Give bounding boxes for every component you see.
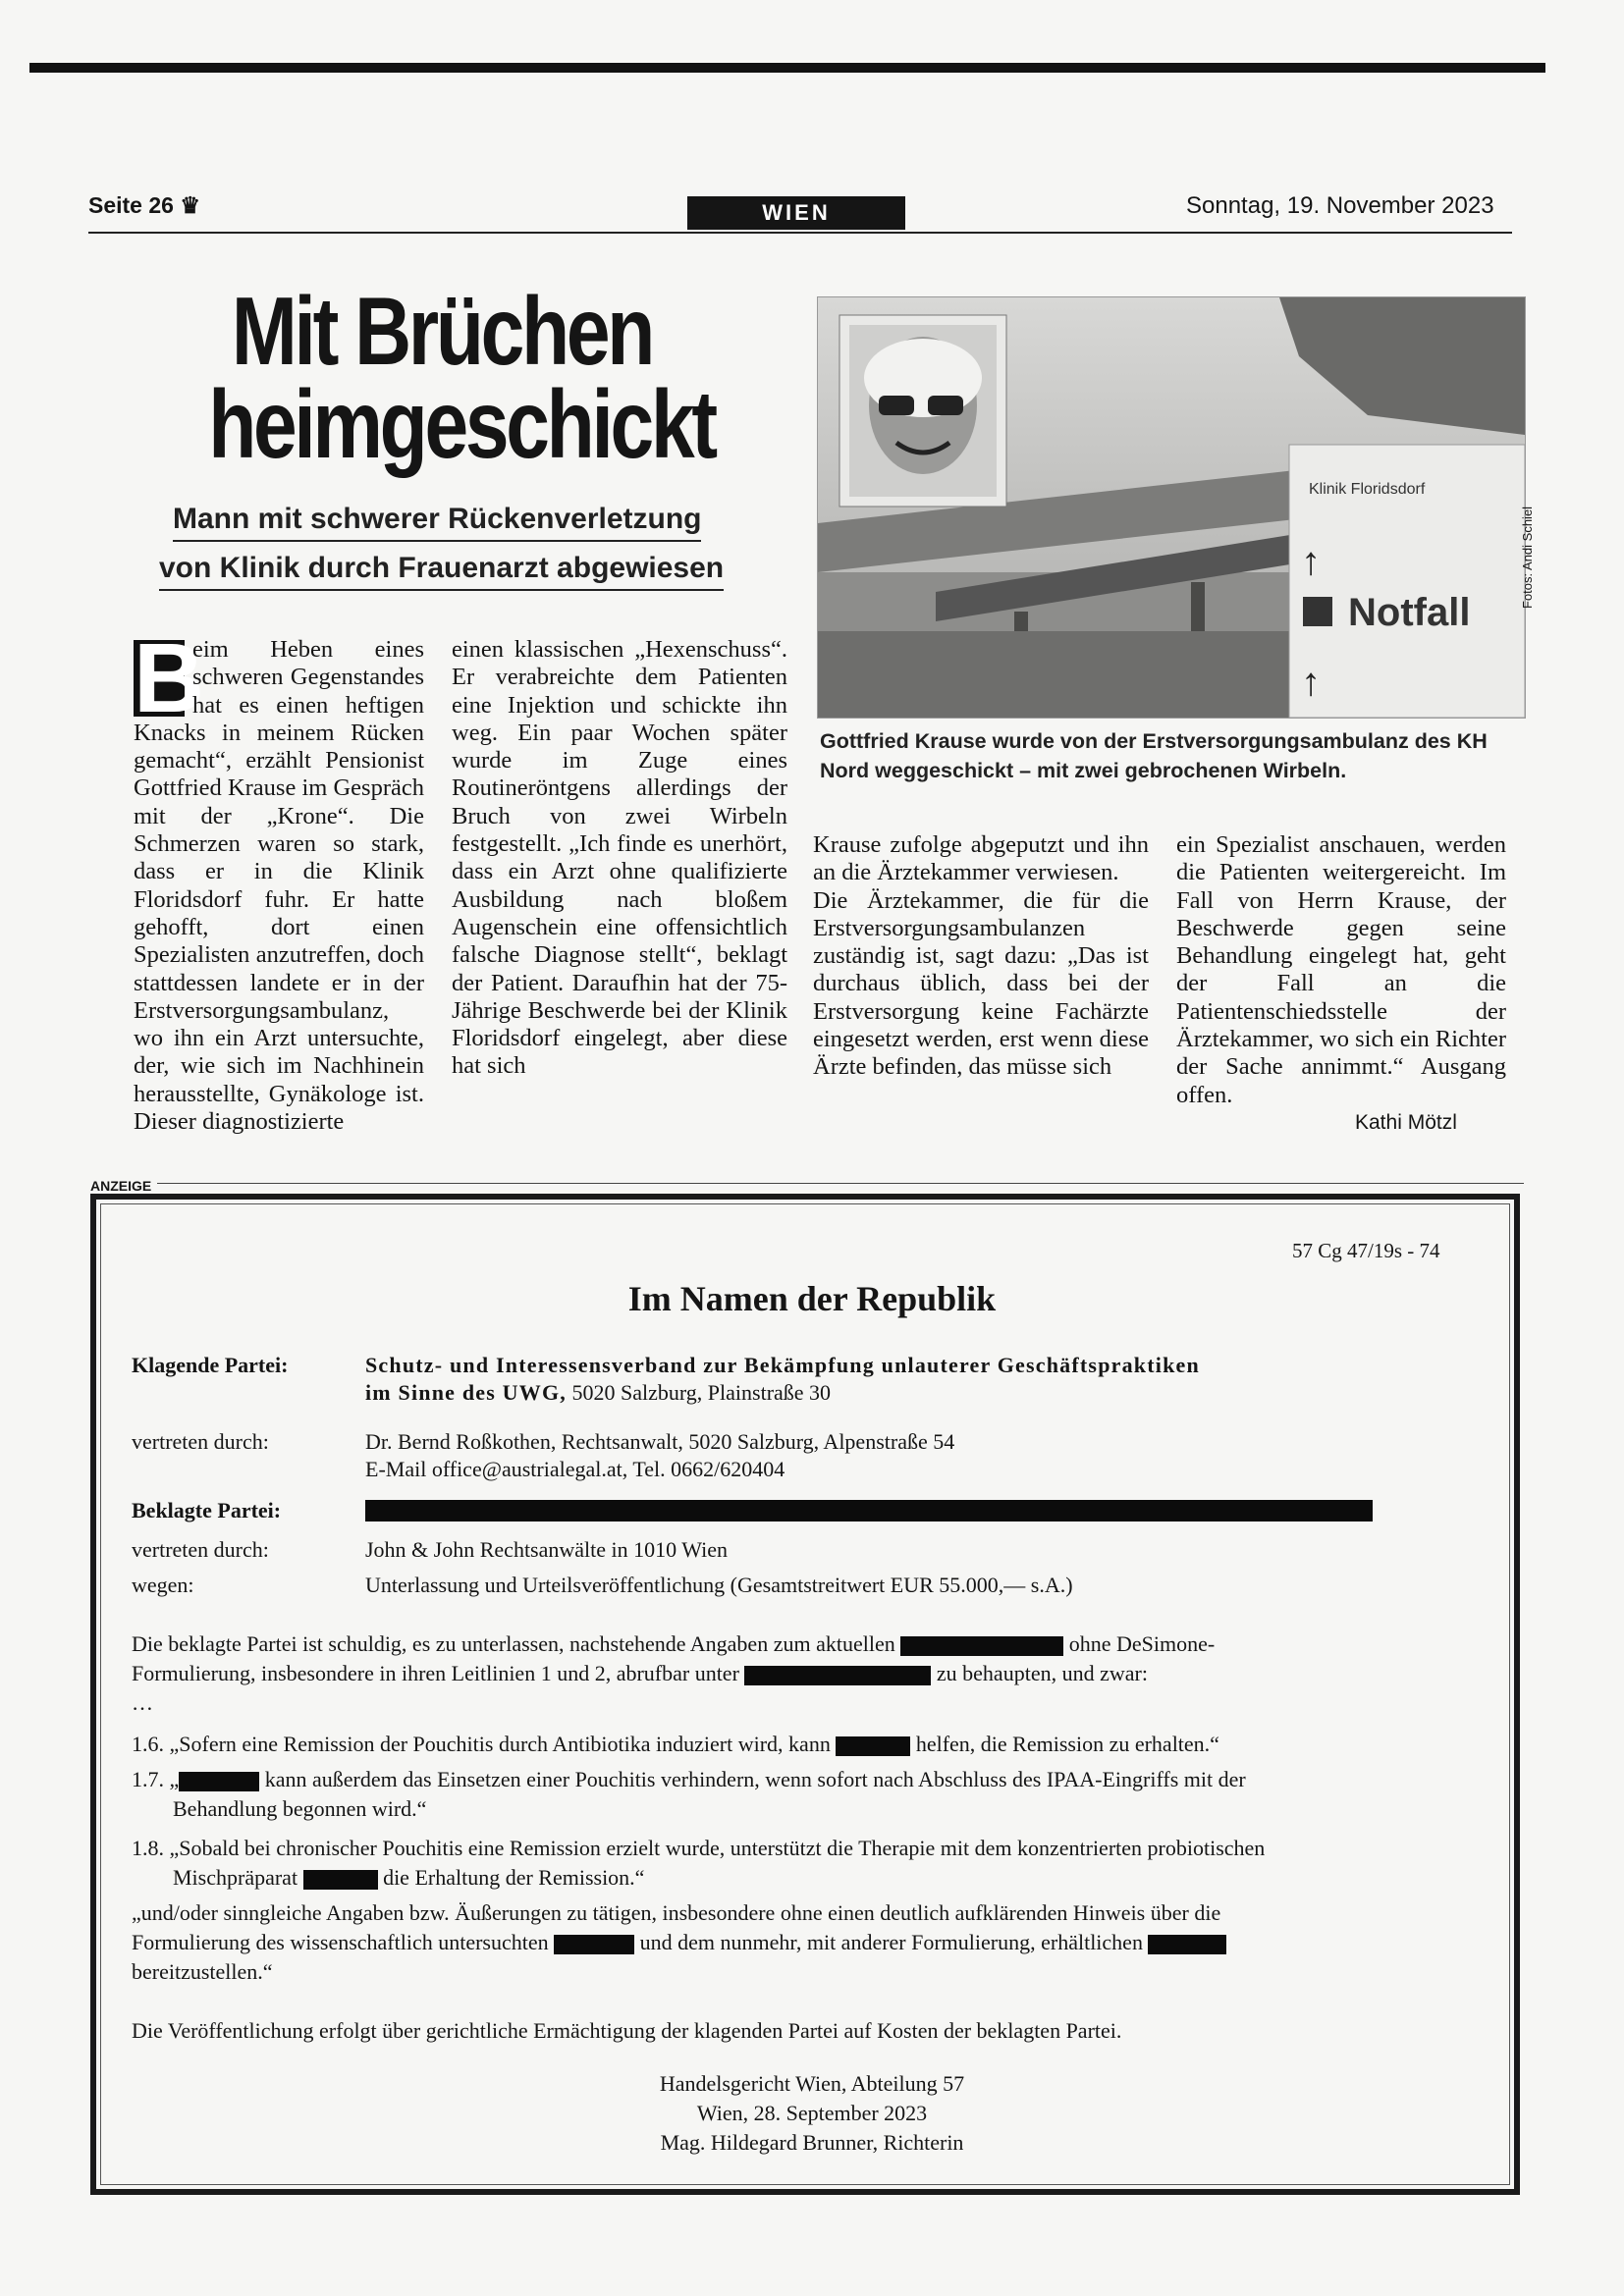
anzeige-label: ANZEIGE	[90, 1178, 152, 1194]
p1-text-c: Formulierung, insbesondere in ihren Leitlinien 1 und 2, abrufbar unter	[132, 1661, 739, 1685]
item-1-7	[132, 1765, 1506, 1824]
section-label: WIEN	[687, 196, 905, 230]
issue-date: Sonntag, 19. November 2023	[1186, 192, 1494, 219]
place-date: Wien, 28. September 2023	[696, 2101, 928, 2125]
redaction-bar	[365, 1500, 1373, 1522]
redaction-bar	[1148, 1935, 1226, 1954]
article-column-4: ein Spezialist anschauen, werden die Patienten weitergereicht. Im Fall von Herrn Krause, der Beschwerde gegen seine Behandlung eingelegt hat, geht der Fall an die Patientenschiedsstelle der Ärztekammer, wo sich ein Richter der Sache annimmt.“ Ausgang offen.	[1176, 831, 1506, 1108]
header-rule	[88, 232, 1512, 234]
klagende-partei-line-2	[365, 1380, 831, 1406]
drop-cap: B	[134, 623, 205, 733]
redaction-bar	[303, 1870, 378, 1890]
redaction-bar	[554, 1935, 634, 1954]
judge-name: Mag. Hildegard Brunner, Richterin	[660, 2130, 964, 2155]
vertreten-label-1: vertreten durch:	[132, 1429, 269, 1454]
beklagte-label: Beklagte Partei:	[132, 1498, 282, 1522]
item-text: die Erhaltung der Remission.“	[383, 1865, 645, 1890]
klagende-partei-line-1: Schutz- und Interessensverband zur Bekämpfung unlauterer Geschäftspraktiken	[365, 1353, 1200, 1377]
subline-1: Mann mit schwerer Rückenverletzung	[173, 503, 701, 542]
headline-line-2: heimgeschickt	[208, 370, 715, 478]
judgement-paragraph-2	[132, 1898, 1526, 1987]
p2-text-c: und dem nunmehr, mit anderer Formulierung, erhältlichen	[639, 1930, 1143, 1954]
anzeige-rule	[157, 1183, 1524, 1184]
hospital-photo-illustration	[818, 297, 1525, 718]
klagende-uwg: im Sinne des UWG,	[365, 1380, 567, 1405]
vertreten-line-1: Dr. Bernd Roßkothen, Rechtsanwalt, 5020 Salzburg, Alpenstraße 54	[365, 1429, 955, 1454]
redaction-bar	[744, 1666, 931, 1685]
redaction-bar	[900, 1636, 1063, 1656]
p1-text-b: ohne DeSimone-	[1068, 1631, 1216, 1656]
judgement-paragraph-3: Die Veröffentlichung erfolgt über gerichtliche Ermächtigung der klagenden Partei auf Kosten der beklagten Partei.	[132, 2018, 1122, 2043]
article-author: Kathi Mötzl	[1355, 1111, 1457, 1134]
wegen-text: Unterlassung und Urteilsveröffentlichung (Gesamtstreitwert EUR 55.000,— s.A.)	[365, 1573, 1073, 1597]
p1-text-a: Die beklagte Partei ist schuldig, es zu unterlassen, nachstehende Angaben zum aktuellen	[132, 1631, 895, 1656]
sign-clinic-name: Klinik Floridsdorf	[1309, 481, 1426, 498]
article-column-3: Krause zufolge abgeputzt und ihn an die Ärztekammer verwiesen. Die Ärztekammer, die für die Erstversorgungsambulanzen zuständig ist, sagt dazu: „Das ist durchaus üblich, dass bei der Erstversorgung keine Fachärzte eingesetzt werden, erst wenn diese Ärzte befinden, das müsse sich	[813, 831, 1149, 1081]
item-text: Behandlung begonnen wird.“	[173, 1796, 427, 1821]
photo-credit: Fotos: Andi Schiel	[1520, 506, 1535, 609]
item-number: 1.7.	[132, 1767, 164, 1791]
column-1-text: eim Heben eines schweren Gegenstandes hat es einen heftigen Knacks in meinem Rücken gemacht“, erzählt Pensionist Gottfried Krause im Gespräch mit der „Krone“. Die Schmerzen waren so stark, dass er in die Klinik Floridsdorf fuhr. Er hatte gehofft, dort einen Spezialisten anzutreffen, doch stattdessen landete er in der Erstversorgungsambulanz, wo ihn ein Arzt untersuchte, der, wie sich im Nachhinein herausstellte, Gynäkologe ist. Dieser diagnostizierte	[134, 636, 424, 1136]
wegen-label: wegen:	[132, 1573, 194, 1597]
article-column-1	[134, 623, 424, 1136]
ellipsis: …	[132, 1690, 153, 1715]
item-text: „Sofern eine Remission der Pouchitis durch Antibiotika induziert wird, kann	[169, 1732, 831, 1756]
svg-text:↑: ↑	[1301, 661, 1321, 704]
item-number: 1.8.	[132, 1836, 164, 1860]
article-column-2: einen klassischen „Hexenschuss“. Er verabreichte dem Patienten eine Injektion und schickte ihn weg. Ein paar Wochen später wurde im Zuge eines Routineröntgens allerdings der Bruch von zwei Wirbeln festgestellt. „Ich finde es unerhört, dass ein Arzt ohne qualifizierte Ausbildung nach bloßem Augenschein eine offensichtlich falsche Diagnose stellt“, beklagt der Patient. Daraufhin hat der 75-Jährige Beschwerde bei der Klinik Floridsdorf eingelegt, aber diese hat sich	[452, 636, 787, 1080]
page-number: Seite 26 ♛	[88, 192, 200, 218]
p1-text-d: zu behaupten, und zwar:	[936, 1661, 1148, 1685]
article-headline	[208, 277, 715, 478]
vertreten-label-2: vertreten durch:	[132, 1537, 269, 1562]
redaction-bar	[179, 1772, 259, 1791]
headline-line-1: Mit Brüchen	[231, 277, 653, 385]
svg-text:↑: ↑	[1301, 540, 1321, 583]
klagende-label: Klagende Partei:	[132, 1353, 289, 1377]
item-1-6	[132, 1730, 1506, 1759]
item-text: kann außerdem das Einsetzen einer Pouchitis verhindern, wenn sofort nach Abschluss des IPAA-Eingriffs mit der	[264, 1767, 1246, 1791]
item-text: helfen, die Remission zu erhalten.“	[915, 1732, 1219, 1756]
item-text: Mischpräparat	[173, 1865, 298, 1890]
item-1-8	[132, 1834, 1526, 1893]
item-text: „Sobald bei chronischer Pouchitis eine Remission erzielt wurde, unterstützt die Therapie mit dem konzentrierten probiotischen	[169, 1836, 1266, 1860]
item-text: „	[169, 1767, 180, 1791]
p2-text-b: Formulierung des wissenschaftlich untersuchten	[132, 1930, 549, 1954]
photo-caption: Gottfried Krause wurde von der Erstversorgungsambulanz des KH Nord weggeschickt – mit zwei gebrochenen Wirbeln.	[820, 729, 1488, 782]
item-number: 1.6.	[132, 1732, 164, 1756]
sign-notfall: Notfall	[1348, 591, 1471, 634]
case-reference: 57 Cg 47/19s - 74	[1292, 1239, 1440, 1262]
p2-text-a: „und/oder sinngleiche Angaben bzw. Äußerungen zu tätigen, insbesondere ohne einen deutlich aufklärenden Hinweis über die	[132, 1900, 1221, 1925]
court-name: Handelsgericht Wien, Abteilung 57	[659, 2071, 965, 2096]
p2-text-d: bereitzustellen.“	[132, 1959, 273, 1984]
klagende-address: 5020 Salzburg, Plainstraße 30	[566, 1380, 832, 1405]
vertreten-line-2: E-Mail office@austrialegal.at, Tel. 0662/620404	[365, 1457, 785, 1481]
subline-2: von Klinik durch Frauenarzt abgewiesen	[159, 552, 724, 591]
article-photo	[817, 296, 1526, 719]
top-rule	[29, 63, 1545, 73]
judgement-paragraph-1	[132, 1629, 1506, 1718]
redaction-bar	[836, 1736, 910, 1756]
vertreten-beklagte: John & John Rechtsanwälte in 1010 Wien	[365, 1537, 728, 1562]
notice-title: Im Namen der Republik	[627, 1279, 997, 1318]
